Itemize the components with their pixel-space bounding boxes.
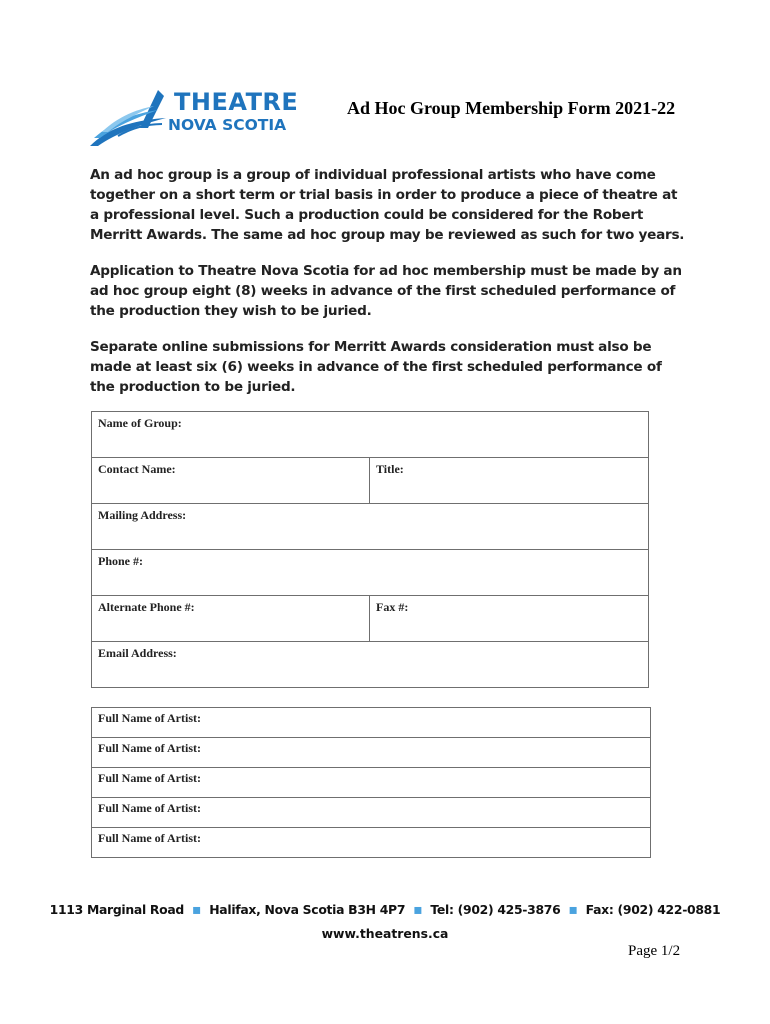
footer-separator: ▪ — [192, 902, 202, 918]
alternate-phone-label: Alternate Phone #: — [98, 600, 195, 614]
artist-name-label: Full Name of Artist: — [98, 801, 201, 815]
fax-label: Fax #: — [376, 600, 409, 614]
name-of-group-label: Name of Group: — [98, 416, 182, 430]
theatre-nova-scotia-logo — [88, 88, 298, 150]
artist-name-field[interactable] — [92, 768, 651, 798]
logo-line-2: NOVA SCOTIA — [168, 116, 287, 134]
mailing-address-label: Mailing Address: — [98, 508, 187, 522]
form-title: Ad Hoc Group Membership Form 2021-22 — [347, 98, 676, 118]
artist-name-field[interactable] — [92, 798, 651, 828]
footer-fax: Fax: (902) 422-0881 — [585, 902, 721, 917]
phone-label: Phone #: — [98, 554, 143, 568]
footer-tel: Tel: (902) 425-3876 — [430, 902, 561, 917]
footer-separator: ▪ — [568, 902, 578, 918]
artists-table — [91, 707, 651, 858]
artist-name-field[interactable] — [92, 738, 651, 768]
page-number: Page 1/2 — [628, 943, 681, 959]
email-label: Email Address: — [98, 646, 177, 660]
intro-paragraph: An ad hoc group is a group of individual professional artists who have come together on a short term or trial basis in order to produce a piece of theatre at a professional level. Such a production could be considered for the Robert Merritt Awards. The same ad hoc group may be reviewed as such for two years. — [90, 167, 685, 243]
title-label: Title: — [376, 462, 404, 476]
application-paragraph: Application to Theatre Nova Scotia for ad hoc membership must be made by an ad hoc group eight (8) weeks in advance of the first scheduled performance of the production they wish to be juried. — [90, 263, 682, 319]
footer-address: 1113 Marginal Road — [49, 902, 184, 917]
logo-line-1: THEATRE — [174, 88, 299, 116]
mailing-address-field[interactable] — [92, 504, 649, 550]
group-info-table — [91, 411, 649, 688]
artist-name-label: Full Name of Artist: — [98, 771, 201, 785]
fax-field[interactable] — [370, 596, 649, 642]
contact-name-field[interactable] — [92, 458, 370, 504]
title-field[interactable] — [370, 458, 649, 504]
artist-name-label: Full Name of Artist: — [98, 741, 201, 755]
wave-swoosh-icon — [88, 88, 178, 150]
alternate-phone-field[interactable] — [92, 596, 370, 642]
artist-name-field[interactable] — [92, 708, 651, 738]
artist-name-field[interactable] — [92, 828, 651, 858]
email-field[interactable] — [92, 642, 649, 688]
submission-paragraph: Separate online submissions for Merritt Awards consideration must also be made at least six (6) weeks in advance of the first scheduled performance of the production to be juried. — [90, 339, 662, 395]
contact-name-label: Contact Name: — [98, 462, 176, 476]
artist-name-label: Full Name of Artist: — [98, 831, 201, 845]
footer-city: Halifax, Nova Scotia B3H 4P7 — [209, 902, 406, 917]
footer-contact — [0, 902, 770, 918]
name-of-group-field[interactable] — [92, 412, 649, 458]
footer-separator: ▪ — [413, 902, 423, 918]
phone-field[interactable] — [92, 550, 649, 596]
artist-name-label: Full Name of Artist: — [98, 711, 201, 725]
footer-website[interactable]: www.theatrens.ca — [321, 926, 449, 941]
